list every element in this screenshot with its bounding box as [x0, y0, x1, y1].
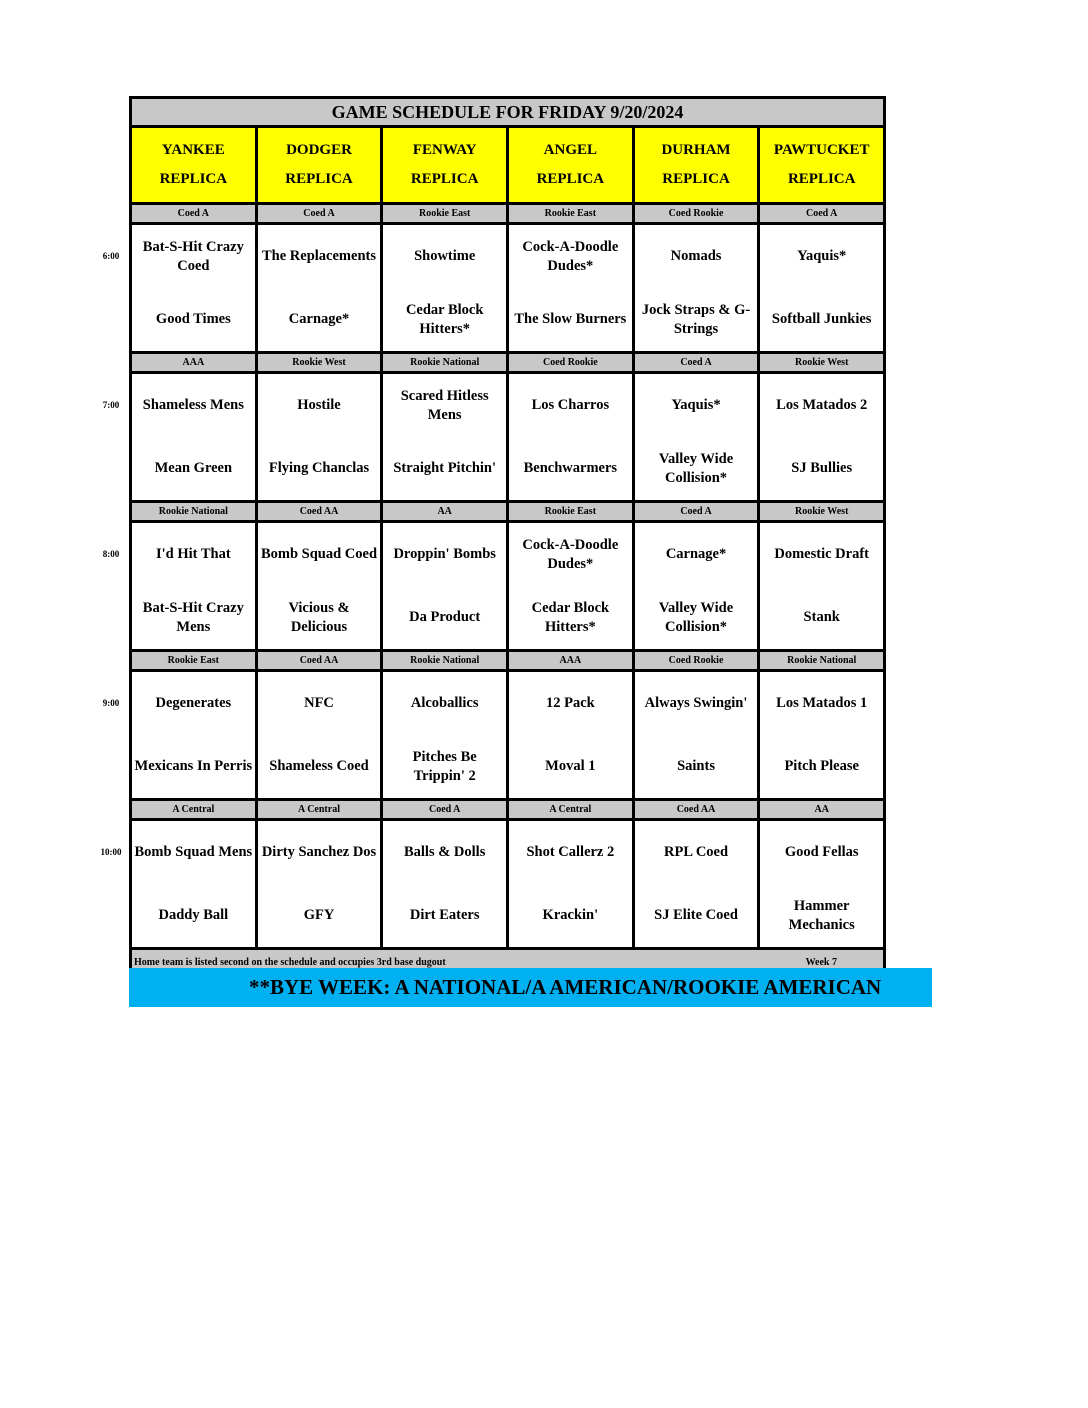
game-cell	[635, 374, 761, 500]
division-label: Coed Rookie	[635, 652, 761, 669]
game-cell	[760, 672, 883, 798]
away-team: Bomb Squad Mens	[134, 844, 253, 860]
division-label: Coed Rookie	[635, 205, 761, 222]
division-label: AA	[383, 503, 509, 520]
division-label: Rookie National	[787, 655, 857, 666]
home-team: Moval 1	[545, 758, 596, 774]
field-header-row	[132, 128, 883, 205]
game-cell	[509, 821, 635, 947]
game-row	[132, 523, 883, 649]
division-row	[132, 503, 883, 523]
away-team: Degenerates	[155, 695, 232, 711]
field-sub: REPLICA	[285, 171, 353, 187]
division-label: AAA	[509, 652, 635, 669]
away-team: Showtime	[414, 248, 476, 264]
time-label: 6:00	[102, 251, 120, 261]
away-team: Shot Callerz 2	[526, 844, 615, 860]
division-label: Rookie West	[258, 354, 384, 371]
game-cell	[258, 672, 384, 798]
division-label: Coed A	[635, 354, 761, 371]
field-header-yankee	[132, 128, 258, 202]
home-team: Straight Pitchin'	[393, 460, 497, 476]
time-label: 9:00	[102, 698, 120, 708]
home-team: Daddy Ball	[158, 907, 229, 923]
game-row	[132, 225, 883, 351]
division-row	[132, 652, 883, 672]
game-cell	[383, 672, 509, 798]
game-cell	[258, 374, 384, 500]
time-label: 10:00	[100, 847, 122, 857]
home-team: GFY	[303, 907, 335, 923]
game-cell	[635, 821, 761, 947]
schedule-title: GAME SCHEDULE FOR FRIDAY 9/20/2024	[132, 99, 883, 128]
home-team: Good Times	[155, 311, 231, 327]
away-team: Cock-A-Doodle Dudes*	[522, 238, 619, 274]
home-team: Carnage*	[288, 311, 350, 327]
home-team: Dirt Eaters	[409, 907, 480, 923]
field-sub: REPLICA	[536, 171, 605, 187]
home-team: Cedar Block Hitters*	[405, 301, 484, 337]
home-team: Hammer Mechanics	[788, 897, 855, 933]
time-label: 8:00	[102, 549, 120, 559]
field-header-angel	[509, 128, 635, 202]
home-team: Pitches Be Trippin' 2	[412, 748, 477, 784]
division-label: A Central	[509, 801, 635, 818]
field-name: PAWTUCKET	[773, 142, 870, 158]
game-cell	[635, 523, 761, 649]
home-team: Jock Straps & G-Strings	[641, 301, 751, 337]
field-name: YANKEE	[161, 142, 225, 158]
division-label: Rookie National	[132, 503, 258, 520]
away-team: Scared Hitless Mens	[400, 387, 489, 423]
home-team: Pitch Please	[784, 758, 859, 774]
away-team: Yaquis*	[797, 248, 847, 264]
away-team: Balls & Dolls	[403, 844, 486, 860]
time-slot	[132, 205, 883, 354]
field-header-durham	[635, 128, 761, 202]
game-row	[132, 374, 883, 500]
field-sub: REPLICA	[159, 171, 228, 187]
away-team: Always Swingin'	[644, 695, 748, 711]
division-row	[132, 354, 883, 374]
away-team: Alcoballics	[410, 695, 479, 711]
away-team: Los Matados 1	[776, 695, 868, 711]
game-cell	[760, 523, 883, 649]
away-team: The Replacements	[262, 248, 376, 264]
game-cell	[509, 374, 635, 500]
field-name: ANGEL	[543, 142, 598, 158]
away-team: Domestic Draft	[774, 546, 869, 562]
division-label: Coed A	[132, 205, 258, 222]
home-team-note: Home team is listed second on the schedule and occupies 3rd base dugout	[134, 956, 446, 968]
game-cell	[383, 225, 509, 351]
field-header-fenway	[383, 128, 509, 202]
home-team: The Slow Burners	[514, 311, 627, 327]
away-team: Bomb Squad Coed	[260, 546, 378, 562]
home-team: Krackin'	[542, 907, 599, 923]
game-cell	[760, 821, 883, 947]
away-team: Nomads	[670, 248, 722, 264]
time-slot	[132, 652, 883, 801]
game-cell	[635, 672, 761, 798]
away-team: I'd Hit That	[155, 546, 231, 562]
bye-week-banner	[129, 968, 932, 1007]
time-label: 7:00	[102, 400, 120, 410]
division-label: Coed A	[258, 205, 384, 222]
game-cell	[509, 523, 635, 649]
division-label: AAA	[132, 354, 258, 371]
division-label: A Central	[132, 801, 258, 818]
game-cell	[132, 821, 258, 947]
division-label: Coed AA	[258, 652, 384, 669]
home-team: Cedar Block Hitters*	[531, 599, 610, 635]
field-sub: REPLICA	[787, 171, 856, 187]
home-team: SJ Bullies	[791, 460, 853, 476]
home-team: Bat-S-Hit Crazy Mens	[142, 599, 244, 635]
division-row	[132, 801, 883, 821]
game-row	[132, 672, 883, 798]
schedule-table	[129, 96, 886, 977]
away-team: Los Charros	[531, 397, 610, 413]
division-label: Rookie West	[794, 506, 849, 517]
game-cell	[132, 374, 258, 500]
division-label: Coed A	[805, 208, 838, 219]
home-team: Valley Wide Collision*	[658, 599, 734, 635]
division-label: Coed A	[383, 801, 509, 818]
division-label: Coed Rookie	[509, 354, 635, 371]
division-label: A Central	[258, 801, 384, 818]
away-team: Hostile	[297, 397, 341, 413]
field-sub: REPLICA	[410, 171, 479, 187]
game-cell	[509, 225, 635, 351]
time-slot	[132, 354, 883, 503]
game-row	[132, 821, 883, 947]
division-label: Coed AA	[258, 503, 384, 520]
time-slots	[132, 205, 883, 950]
home-team: Stank	[803, 609, 840, 625]
game-cell	[383, 523, 509, 649]
game-cell	[132, 672, 258, 798]
division-label: Rookie East	[509, 503, 635, 520]
field-header-dodger	[258, 128, 384, 202]
division-label: Rookie East	[383, 205, 509, 222]
division-label: Rookie West	[794, 357, 849, 368]
home-team: Benchwarmers	[523, 460, 618, 476]
away-team: Dirty Sanchez Dos	[261, 844, 377, 860]
home-team: Da Product	[409, 609, 481, 625]
division-row	[132, 205, 883, 225]
game-cell	[132, 523, 258, 649]
away-team: Bat-S-Hit Crazy Coed	[142, 238, 244, 274]
away-team: Cock-A-Doodle Dudes*	[522, 536, 619, 572]
field-name: DODGER	[286, 142, 352, 158]
bye-week-text: **BYE WEEK: A NATIONAL/A AMERICAN/ROOKIE AMERICAN	[249, 975, 882, 999]
division-label: Rookie National	[383, 354, 509, 371]
division-label: Rookie East	[509, 205, 635, 222]
away-team: Good Fellas	[784, 844, 859, 860]
home-team: Mean Green	[154, 460, 233, 476]
game-cell	[383, 821, 509, 947]
division-label: Coed AA	[635, 801, 761, 818]
division-label: Rookie East	[132, 652, 258, 669]
home-team: SJ Elite Coed	[654, 907, 738, 923]
away-team: Shameless Mens	[142, 397, 244, 413]
week-label: Week 7	[805, 956, 837, 968]
home-team: Valley Wide Collision*	[658, 450, 734, 486]
time-slot	[132, 503, 883, 652]
division-label: Coed A	[635, 503, 761, 520]
home-team: Vicious & Delicious	[288, 599, 350, 635]
away-team: 12 Pack	[545, 695, 595, 711]
game-cell	[760, 374, 883, 500]
game-cell	[132, 225, 258, 351]
game-cell	[760, 225, 883, 351]
field-sub: REPLICA	[662, 171, 730, 187]
away-team: Los Matados 2	[776, 397, 868, 413]
home-team: Saints	[677, 758, 715, 774]
away-team: Carnage*	[665, 546, 727, 562]
field-header-pawtucket	[760, 128, 883, 202]
game-cell	[383, 374, 509, 500]
game-cell	[635, 225, 761, 351]
away-team: NFC	[304, 695, 334, 711]
home-team: Flying Chanclas	[268, 460, 370, 476]
field-name: DURHAM	[661, 142, 731, 158]
game-cell	[258, 821, 384, 947]
away-team: RPL Coed	[664, 844, 729, 860]
home-team: Softball Junkies	[771, 311, 872, 327]
game-cell	[258, 225, 384, 351]
division-label: Rookie National	[383, 652, 509, 669]
home-team: Shameless Coed	[269, 758, 369, 774]
game-cell	[509, 672, 635, 798]
game-cell	[258, 523, 384, 649]
away-team: Droppin' Bombs	[393, 546, 496, 562]
division-label: AA	[814, 804, 829, 815]
field-name: FENWAY	[412, 142, 477, 158]
time-slot	[132, 801, 883, 950]
away-team: Yaquis*	[671, 397, 721, 413]
home-team: Mexicans In Perris	[134, 758, 253, 774]
